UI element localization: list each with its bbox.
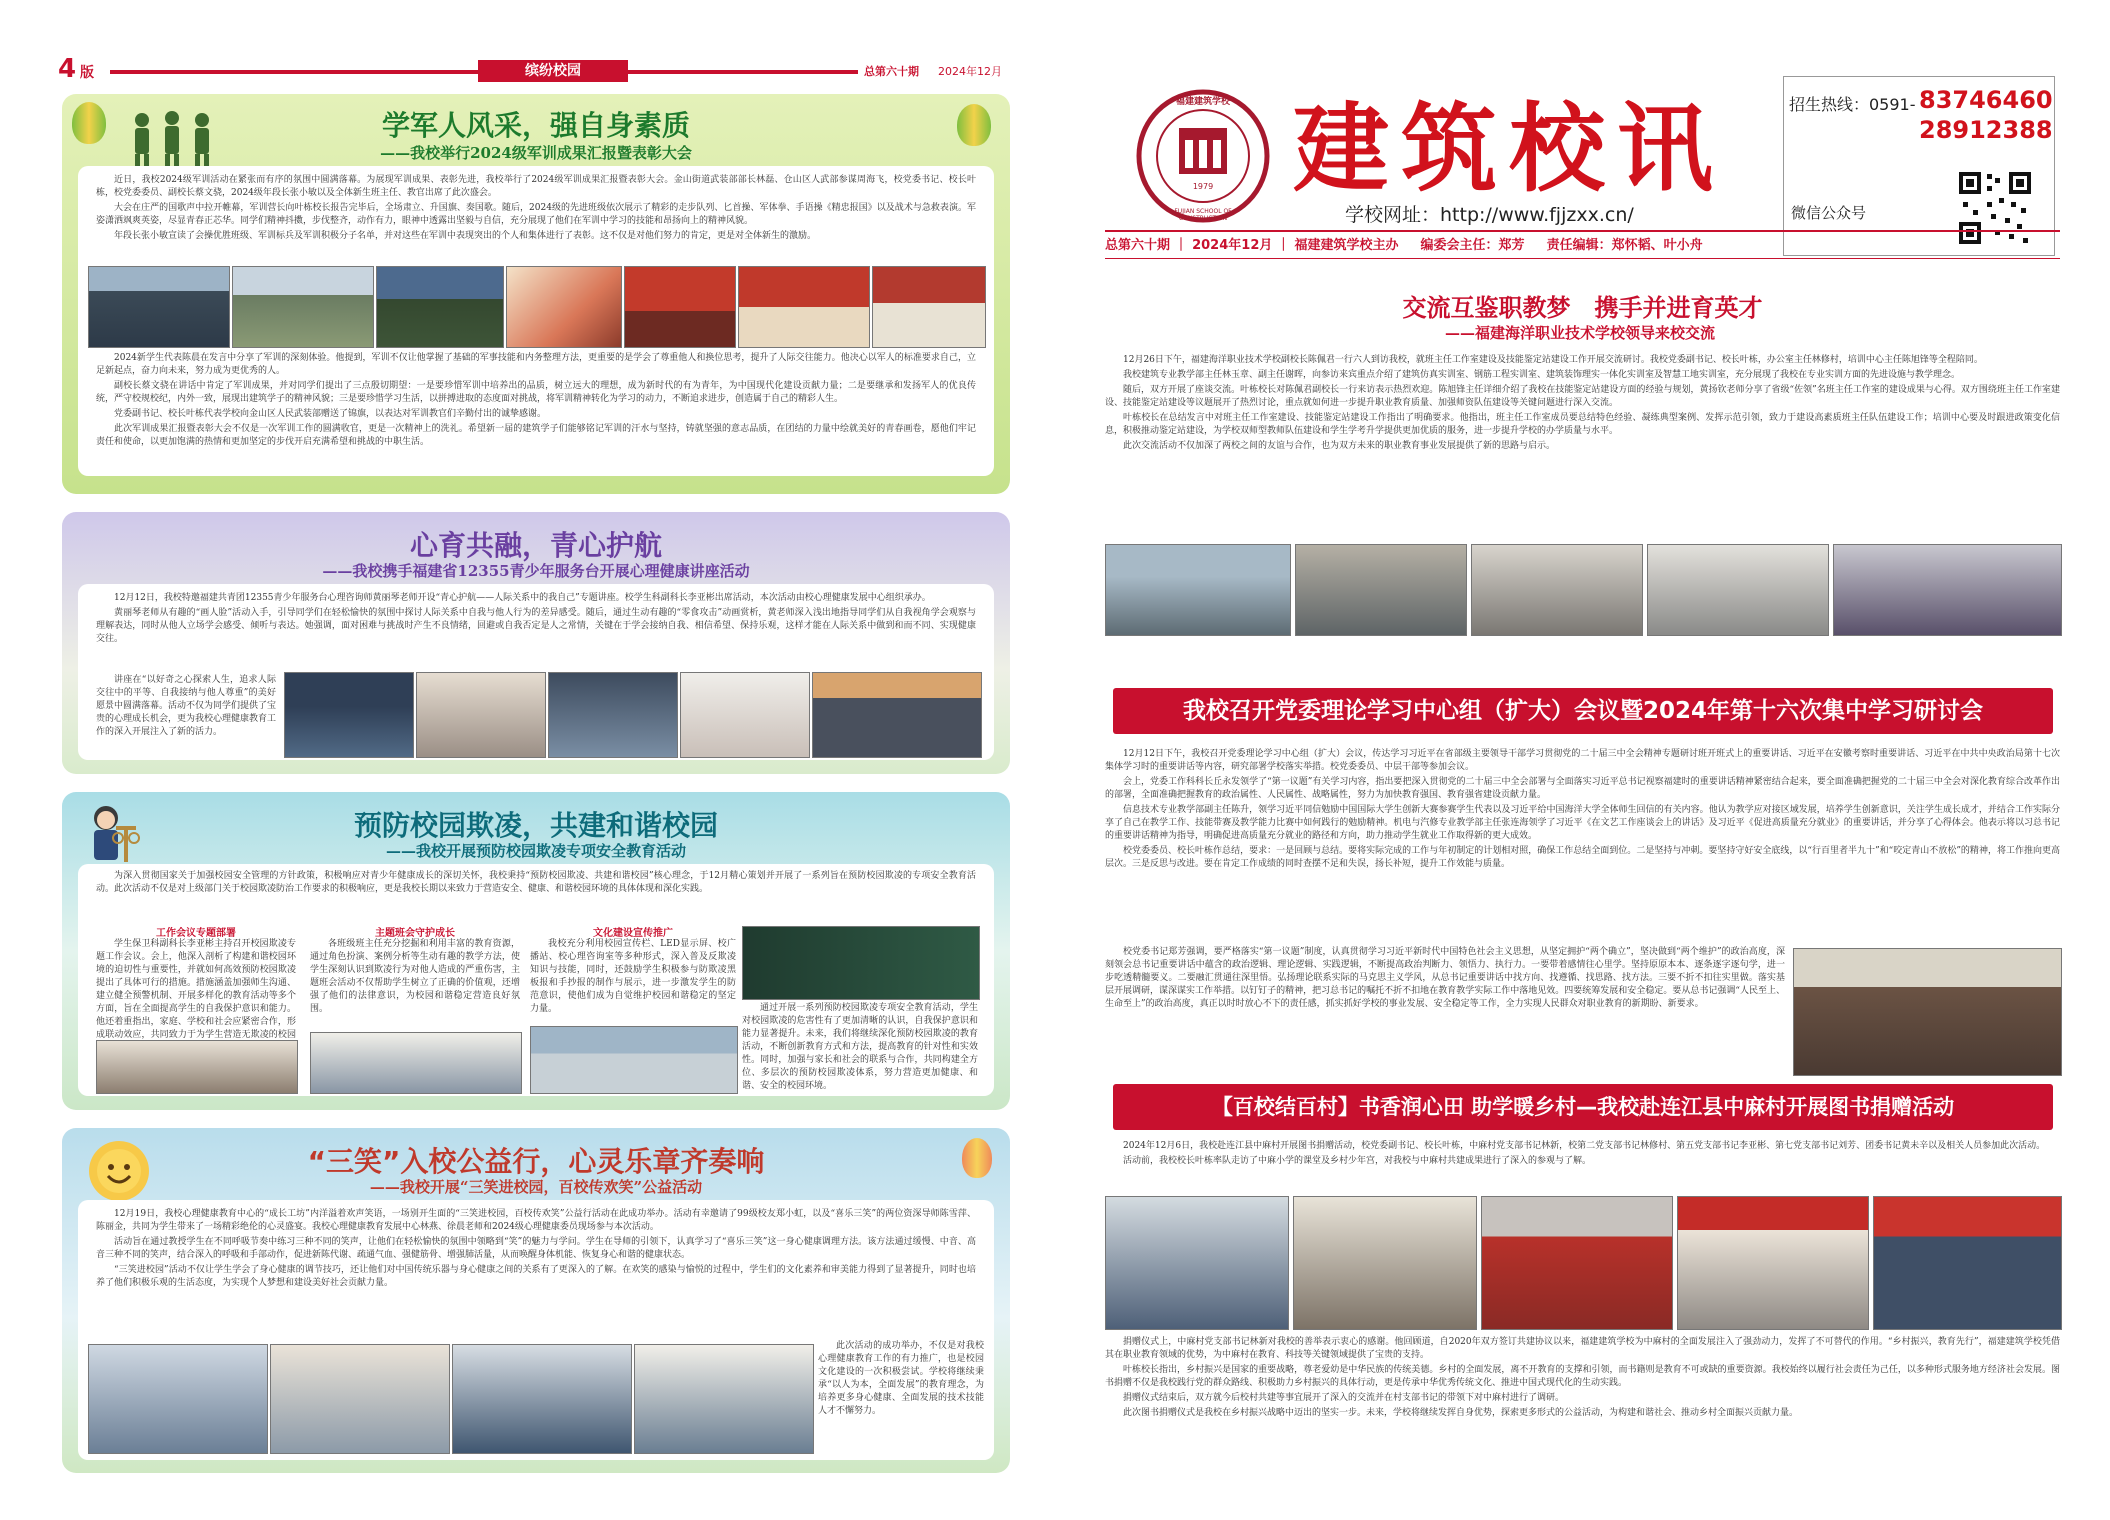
photo-visit-room <box>1647 544 1829 636</box>
article-card-mental-health <box>62 512 1010 774</box>
news-title-banner: 【百校结百村】书香润心田 助学暖乡村—我校赴连江县中麻村开展图书捐赠活动 <box>1113 1084 2053 1130</box>
news-body: 12月26日下午，福建海洋职业技术学校副校长陈佩君一行六人到访我校，就班主任工作室建设及技能鉴定站建设工作开展交流研讨。我校党委副书记、校长叶栋，办公室主任林修村，培训中心主任陈旭锋等全程陪同。 我校建筑专业教学部主任林玉章、副主任谢晖，向参访来宾重点介绍了建筑仿真实训室、钢筋工程实训室、建筑装饰理实一体化实训室及智慧工地实训室，充分展现了我校在专业实训方面的先进设施与教学理念。 随后，双方开展了座谈交流。叶栋校长对陈佩君副校长一行来访表示热烈欢迎。陈旭锋主任详细介绍了我校在技能鉴定站建设方面的经验与规划，黄扬钦老师分享了省级“佐领”名班主任工作室的建设成果与心得。双方围绕班主任工作室建设、技能鉴定站建设等议题展开了热烈讨论，重点就如何进一步提升职业教育质量、加强师资队伍建设等关键问题进行深入交流。 叶栋校长在总结发言中对班主任工作室建设、技能鉴定站建设工作指出了明确要求。他指出，班主任工作室成员要总结特色经验、凝练典型案例、发挥示范引领，致力于建设高素质班主任队伍建设工作；培训中心要及时跟进政策变化信息，积极推动鉴定站建设，为学校双师型教师队伍建设和学生学考升学提供更加优质的服务，进一步提升学校的办学质量与水平。 此次交流活动不仅加深了两校之间的友谊与合作，也为双方未来的职业教育事业发展提供了新的思路与启示。 <box>1105 355 2060 451</box>
news-title-banner: 我校召开党委理论学习中心组（扩大）会议暨2024年第十六次集中学习研讨会 <box>1113 688 2053 734</box>
photo-classmeeting <box>310 1032 522 1094</box>
website: 学校网址：http://www.fjjzxx.cn/ <box>1345 204 1634 226</box>
article-text-top: 12月12日，我校特邀福建共青团12355青少年服务台心理咨询师黄丽琴老师开设“青心护航——人际关系中的我自己”专题讲座。校学生科副科长李亚彬出席活动，本次活动由校心理健康发展中心组织承办。 黄丽琴老师从有趣的“画人脸”活动入手，引导同学们在轻松愉快的氛围中探讨人际关系中自我与他人行为的差异感受。随后，通过生动有趣的“零食攻击”动画赏析，黄老师深入浅出地指导同学们从自我视角学会观察与理解表达，同时从他人立场学会感受、倾听与表达。她强调，面对困难与挑战时产生不良情绪，回避或自我否定是人之常情，关键在于学会接纳自我、相信希望、保持乐观，这样才能在人际关系中做到和而不同、实现健康交往。 <box>96 593 976 644</box>
left-header <box>58 54 1018 84</box>
article-body-panel <box>78 1200 994 1460</box>
photo-audience <box>812 672 982 758</box>
hotline-label: 招生热线：0591- <box>1789 95 1916 114</box>
qr-code-icon <box>1955 168 2035 248</box>
article-subtitle: ——我校举行2024级军训成果汇报暨表彰大会 <box>380 144 692 162</box>
article-text-top: 12月19日，我校心理健康教育中心的“成长工坊”内洋溢着欢声笑语，一场别开生面的“三笑进校园，百校传欢笑”公益行活动在此成功举办。活动有幸邀请了99级校友郑小虹，以及“喜乐三笑”的两位资深导师陈雪萍、陈丽金，共同为学生带来了一场精彩绝伦的心灵盛宴。我校心理健康教育发展中心林燕、徐晨老师和2024级心理健康委员现场参与本次活动。 活动旨在通过教授学生在不同呼吸节奏中练习三种不同的笑声，让他们在轻松愉快的氛围中领略到“笑”的魅力与学问。学生在导师的引领下，认真学习了“喜乐三笑”这一身心健康调理方法。该方法通过缓慢、中音、高音三种不同的笑声，结合深入的呼吸和手部动作，促进新陈代谢、疏通气血、强健筋骨、增强肺活量，从而唤醒身体机能、恢复身心和谐的健康状态。 “三笑进校园”活动不仅让学生学会了身心健康的调节技巧，还让他们对中国传统乐器与身心健康之间的关系有了更深入的了解。在欢笑的感染与愉悦的过程中，学生们的文化素养和审美能力得到了显著提升，同时也培养了他们积极乐观的生活态度，为实现个人梦想和建设美好社会贡献力量。 <box>96 1209 976 1288</box>
photo-lecture <box>284 672 414 758</box>
spacer <box>1529 238 1542 253</box>
issue-date: 2024年12月 <box>938 65 1002 78</box>
article-title: 心育共融，青心护航 <box>409 529 662 562</box>
column-heading: 工作会议专题部署 <box>156 928 236 939</box>
news-exchange <box>1105 276 2060 636</box>
school-seal-icon <box>1135 88 1271 224</box>
news-body-side: 校党委书记郑芳强调，要严格落实“第一议题”制度，认真贯彻学习习近平新时代中国特色社会主义思想，从坚定拥护“两个确立”，坚决做到“两个维护”的政治高度，深刻领会总书记重要讲话中蕴含的政治逻辑、理论逻辑、实践逻辑，不断提高政治判断力、领悟力、执行力。一要带着感情往心里学。坚持原原本本、逐条逐字逐句学，进一步吃透精髓要义。二要融汇贯通往深里悟。弘扬理论联系实际的马克思主义学风，从总书记重要讲话中找方向、找遵循、找思路、找方法。三要不折不扣往实里做。落实基层开展调研，谋深谋实工作举措。以钉钉子的精神，把习总书记的嘱托不折不扣地在教育教学实际工作中落地见效。四要统筹发展和安全稳定。要从总书记强调“人民至上、生命至上”的政治高度，真正以时时放心不下的责任感，抓实抓好学校的事业发展、安全稳定等工作，全力实现人民群众对职业教育的新期盼、新要求。 <box>1105 947 1785 1009</box>
photo-study-meeting <box>1793 948 2062 1076</box>
article-subtitle: ——我校开展预防校园欺凌专项安全教育活动 <box>385 842 686 860</box>
article-card-military <box>62 94 1010 494</box>
news-title: 交流互鉴职教梦 携手并进育英才 <box>1402 294 1763 322</box>
photo-stage <box>506 266 622 348</box>
photo-donation-class <box>1105 1196 1289 1330</box>
photo-students <box>548 672 678 758</box>
article-title: 学军人风采，强自身素质 <box>381 109 690 142</box>
article-title: “三笑”入校公益行，心灵乐章齐奏响 <box>307 1145 765 1178</box>
wechat-label: 微信公众号 <box>1791 204 1867 222</box>
news-body-bottom: 捐赠仪式上，中麻村党支部书记林新对我校的善举表示衷心的感谢。他回顾道，自2020年双方签订共建协议以来，福建建筑学校为中麻村的全面发展注入了强劲动力，发挥了不可替代的作用。“乡村振兴，教育先行”，福建建筑学校凭借其在职业教育领域的优势，为中麻村在教育、科技等关键领域提供了宝贵的支持。 叶栋校长指出，乡村振兴是国家的重要战略，尊老爱幼是中华民族的传统美德。乡村的全面发展，离不开教育的支撑和引领，而书籍则是教育不可或缺的重要资源。我校始终以履行社会责任为己任，以多种形式服务地方经济社会发展。图书捐赠不仅是我校践行党的群众路线、积极助力乡村振兴的具体行动，更是传承中华优秀传统文化、推进中国式现代化的生动实践。 捐赠仪式结束后，双方就今后校村共建等事宜展开了深入的交流并在村支部书记的带领下对中麻村进行了调研。 此次图书捐赠仪式是我校在乡村振兴战略中迈出的坚实一步。未来，学校将继续发挥自身优势，探索更多形式的公益活动，为构建和谐社会、推动乡村全面振兴贡献力量。 <box>1105 1337 2060 1418</box>
masthead-rule <box>1105 230 2060 232</box>
hotline-number-1: 83746460 <box>1919 86 2053 114</box>
photo-banner <box>738 266 870 348</box>
seal-year: 1979 <box>1192 182 1214 191</box>
photo-led-screen <box>530 1026 738 1094</box>
article-card-anti-bullying <box>62 792 1010 1110</box>
photo-flag <box>872 266 986 348</box>
photo-donation-group <box>1873 1196 2062 1330</box>
photo-visit-meeting <box>1833 544 2062 636</box>
photo-parade <box>88 266 230 348</box>
newspaper-title: 建筑校讯 <box>1293 92 1725 205</box>
editors: 责任编辑：郑怀韬、叶小舟 <box>1546 238 1703 253</box>
masthead-rule-bottom <box>1105 258 2060 259</box>
photo-visit-lab <box>1471 544 1643 636</box>
article-text-side: 此次活动的成功举办，不仅是对我校心理健康教育工作的有力推广，也是校园文化建设的一次积极尝试。学校将继续秉承“以人为本，全面发展”的教育理念，为培养更多身心健康、全面发展的技术技能人才不懈努力。 <box>818 1341 984 1416</box>
photo-speech <box>624 266 736 348</box>
column-text-1: 学生保卫科副科长李亚彬主持召开校园欺凌专题工作会议。会上，他深入剖析了构建和谐校园环境的迫切性与重要性，并就如何高效预防校园欺凌提出了具体可行的措施。措施涵盖加强师生沟通、建立健全预警机制、开展多样化的教育活动等多个方面，旨在全面提高学生的自我保护意识和能力。他还着重指出，家庭、学校和社会应紧密合作，形成联动效应，共同致力于为学生营造无欺凌的校园 <box>96 939 296 1040</box>
spacer <box>1403 238 1416 253</box>
article-text-side: 讲座在“以好奇之心探索人生，追求人际交往中的平等、自我接纳与他人尊重”的美好愿景中圆满落幕。活动不仅为同学们提供了宝贵的心理成长机会，更为我校心理健康教育工作的深入开展注入了新的活力。 <box>96 675 277 737</box>
article-title: 预防校园欺凌，共建和谐校园 <box>353 809 718 842</box>
news-body-top: 12月12日下午，我校召开党委理论学习中心组（扩大）会议，传达学习习近平在省部级主要领导干部学习贯彻党的二十届三中全会精神专题研讨班开班式上的重要讲话、习近平在安徽考察时重要讲话、习近平在中共中央政治局第十七次集体学习时的重要讲话等内容，研究部署学校落实举措。校党委委员、中层干部等参加会议。 会上，党委工作科科长丘永发领学了“第一议题”有关学习内容，指出要把深入贯彻党的二十届三中全会部署与全面落实习近平总书记视察福建时的重要讲话精神紧密结合起来，要全面准确把握党的二十届三中全会对深化教育综合改革作出的部署，全面准确把握教育的政治属性、人民属性、战略属性，努力为加快教育强国、教育强省建设贡献力量。 信息技术专业教学部副主任陈升，领学习近平同信勉励中国国际大学生创新大赛参赛学生代表以及习近平给中国海洋大学全体师生回信的有关内容。他认为教学应对接区域发展，培养学生创新意识，关注学生成长成才，并结合工作实际分享了自己在教学工作、技能带赛及教学能力比赛中如何践行的勉励精神。机电与汽修专业教学部主任张连海领学了习近平《在文艺工作座谈会上的讲话》及习近平《促进高质量充分就业》的重要讲话，并分享了心得体会。他表示将以习总书记的重要讲话精神为指导，明确促进高质量充分就业的路径和方向，助力推动学生就业工作取得新的更大成效。 校党委委员、校长叶栋作总结，要求：一是回顾与总结。要将实际完成的工作与年初制定的计划相对照，确保工作总结全面到位。二是坚持与冲刺。要坚持守好安全底线，以“行百里者半九十”和“咬定青山不放松”的精神，将工作推向更高层次。三是反思与改进。要在肯定工作成绩的同时查摆不足和失误，扬长补短，提升工作效能与质量。 <box>1105 749 2060 869</box>
article-card-laughter <box>62 1128 1010 1473</box>
issue-label: 总第六十期 <box>864 65 919 78</box>
photo-donation-ceremony <box>1481 1196 1673 1330</box>
news-subtitle: ——福建海洋职业技术学校领导来校交流 <box>1445 324 1716 342</box>
section-tag: 缤纷校园 <box>478 60 628 82</box>
photo-exercise <box>270 1344 450 1454</box>
issue-date: 2024年12月 <box>1192 238 1273 253</box>
photo-donation-visit <box>1293 1196 1477 1330</box>
photo-meeting <box>96 1040 298 1094</box>
photo-visit-building <box>1295 544 1467 636</box>
issue-number: 总第六十期 <box>1105 238 1171 253</box>
right-page <box>1055 0 2110 1520</box>
photo-blackboard <box>742 926 980 1000</box>
article-body-panel <box>78 864 994 1096</box>
article-text-top: 近日，我校2024级军训活动在紧张而有序的氛围中圆满落幕。为展现军训成果、表彰先进，我校举行了2024级军训成果汇报暨表彰大会。金山街道武装部部长林磊、仓山区人武部参谋周海飞，校党委书记、校长叶栋，校党委委员、副校长蔡文骁，2024级年段长张小敏以及全体新生班主任、教官出席了此次盛会。 大会在庄严的国歌声中拉开帷幕，军训营长向叶栋校长报告完毕后，全场肃立、升国旗、奏国歌。随后，2024级的先进班级依次展示了精彩的走步队列、匕首操、军体拳、手语操《精忠报国》以及战术与急救表演。军姿潇洒飒爽英姿，尽显青春正芯华。同学们精神抖擞，步伐整齐，动作有力，眼神中透露出坚毅与自信，充分展现了他们在军训中学习的技能和昂扬向上的精神风貌。 年段长张小敏宣读了会操优胜班级、军训标兵及军训积极分子名单，并对这些在军训中表现突出的个人和集体进行了表彰。这不仅是对他们努力的肯定，更是对全体新生的激励。 <box>96 175 976 241</box>
photo-assembly <box>376 266 504 348</box>
article-body-panel <box>78 166 994 476</box>
seal-en: FUJIAN SCHOOL OF CONSTRUCTION <box>1174 208 1232 222</box>
editor-chief: 编委会主任：郑芳 <box>1420 238 1525 253</box>
column-heading: 文化建设宣传推广 <box>593 928 673 939</box>
photo-square <box>232 266 374 348</box>
photo-instructor <box>634 1344 814 1454</box>
separator: ｜ <box>1276 238 1290 253</box>
photo-classroom <box>416 672 546 758</box>
article-subtitle: ——我校携手福建省12355青少年服务台开展心理健康讲座活动 <box>322 562 750 580</box>
article-intro: 为深入贯彻国家关于加强校园安全管理的方针政策，积极响应对青少年健康成长的深切关怀，我校秉持“预防校园欺凌、共建和谐校园”核心理念，于12月精心策划并开展了一系列旨在预防校园欺凌的专项安全教育活动。此次活动不仅是对上级部门关于校园欺凌防治工作要求的积极响应，更是我校长期以来致力于营造安全、健康、和谐校园环境的具体体现和深化实践。 <box>96 871 976 894</box>
photo-visit-walk <box>1105 544 1291 636</box>
info-bar <box>1105 234 1765 256</box>
article-subtitle: ——我校开展“三笑进校园，百校传欢笑”公益活动 <box>369 1178 703 1196</box>
page-number: 4 <box>58 54 77 84</box>
column-text-3: 我校充分利用校园宣传栏、LED显示屏、校广播站、校心理咨询室等多种形式，深入普及反欺凌知识与技能，同时，还鼓励学生积极参与防欺凌黑板报和手抄报的制作与展示，进一步激发学生的防范意识，使他们成为自觉维护校园和谐稳定的坚定力量。 <box>530 939 736 1014</box>
column-heading: 主题班会守护成长 <box>375 928 455 939</box>
column-text-2: 各班级班主任充分挖掘和利用丰富的教育资源，通过角色扮演、案例分析等生动有趣的教学方法，使学生深刻认识到欺凌行为对他人造成的严重伤害，主题班会活动不仅帮助学生树立了正确的价值观，还增强了他们的法律意识，为校园和谐稳定营造良好氛围。 <box>310 939 520 1014</box>
photo-speaker <box>680 672 810 758</box>
masthead <box>1055 0 2110 260</box>
page-unit: 版 <box>80 65 94 81</box>
photo-students-smiling <box>88 1344 268 1454</box>
photo-group <box>452 1344 632 1454</box>
article-body-panel <box>78 584 994 760</box>
article-text-bottom: 2024新学生代表陈晨在发言中分享了军训的深刻体验。他提到，军训不仅让他掌握了基础的军事技能和内务整理方法，更重要的是学会了尊重他人和换位思考，提升了人际交往能力。他决心以军人的标准要求自己，立足新起点，奋力向未来，努力成为更优秀的人。 副校长蔡文骁在讲话中肯定了军训成果，并对同学们提出了三点殷切期望：一是要珍惜军训中培养出的品质，树立远大的理想，成为新时代的有为青年，为中国现代化建设贡献力量；二是要继承和发扬军人的优良传统，严守校规校纪，内外一致，展现出建筑学子的精神风貌；三是要珍惜学习生活，以拼搏进取的态度面对挑战，将军训精神转化为学习的动力，不断追求进步，创造属于自己的精彩人生。 党委副书记、校长叶栋代表学校向金山区人民武装部赠送了锦旗，以表达对军训教官们辛勤付出的诚挚感谢。 此次军训成果汇报暨表彰大会不仅是一次军训工作的圆满收官，更是一次精神上的洗礼。希望新一届的建筑学子们能够铭记军训的汗水与坚持，铸就坚强的意志品质，在团结的力量中绘就美好的青春画卷，愿他们牢记责任和使命，以更加饱满的热情和更加坚定的步伐开启充满希望和挑战的中职生活。 <box>96 353 976 447</box>
photo-donation-banner <box>1677 1196 1869 1330</box>
publisher: 福建建筑学校主办 <box>1294 238 1399 253</box>
column-text-4: 通过开展一系列预防校园欺凌专项安全教育活动，学生对校园欺凌的危害性有了更加清晰的认识，自我保护意识和能力显著提升。未来，我们将继续深化预防校园欺凌的教育活动，不断创新教育方式和方法，提高教育的针对性和实效性。同时，加强与家长和社会的联系与合作，共同构建全方位、多层次的预防校园欺凌体系，努力营造更加健康、和谐、安全的校园环境。 <box>742 1003 978 1091</box>
separator: ｜ <box>1174 238 1188 253</box>
news-body-top: 2024年12月6日，我校赴连江县中麻村开展图书捐赠活动，校党委副书记、校长叶栋，中麻村党支部书记林新，校第二党支部书记林修村、第五党支部书记李亚彬、第七党支部书记刘芳、团委书记黄未辛以及相关人员参加此次活动。 活动前，我校校长叶栋率队走访了中麻小学的课堂及乡村少年宫，对我校与中麻村共建成果进行了深入的参观与了解。 <box>1123 1141 2046 1166</box>
seal-text: 福建建筑学校 <box>1175 97 1230 107</box>
hotline-number-2: 28912388 <box>1919 116 2053 144</box>
